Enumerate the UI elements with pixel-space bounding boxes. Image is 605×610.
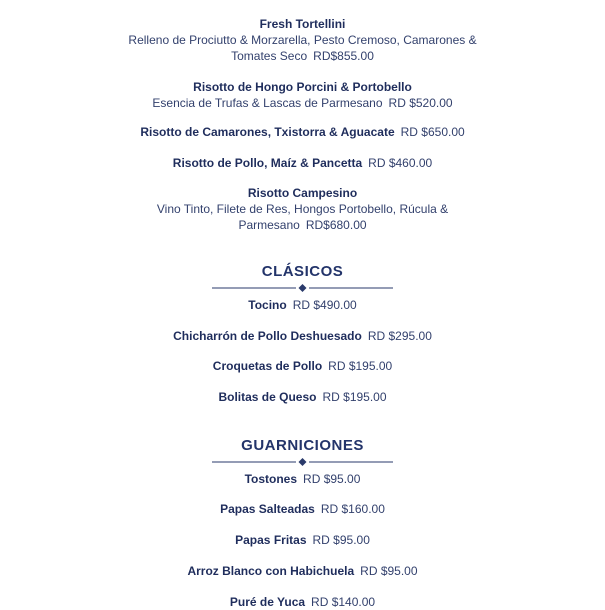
menu-item-risotto-porcini: [100, 79, 505, 111]
menu-item-tostones: [100, 471, 505, 487]
menu-item-risotto-camarones: [100, 124, 505, 140]
item-name: Risotto de Pollo, Maíz & Pancetta: [172, 156, 363, 170]
item-price: RD $195.00: [328, 359, 393, 373]
item-name: Fresh Tortellini: [259, 17, 346, 31]
item-name: Risotto de Hongo Porcini & Portobello: [193, 80, 412, 94]
item-price: RD$680.00: [305, 218, 367, 232]
item-name: Arroz Blanco con Habichuela: [187, 564, 355, 578]
item-price: RD $490.00: [292, 298, 357, 312]
item-price: RD $95.00: [312, 533, 370, 547]
menu-item-papas-fritas: [100, 532, 505, 548]
item-name: Papas Fritas: [235, 533, 307, 547]
diamond-ornament-icon: [212, 457, 393, 467]
menu-item-risotto-campesino: [100, 185, 505, 233]
item-price: RD $295.00: [367, 329, 432, 343]
item-name: Croquetas de Pollo: [212, 359, 323, 373]
item-description: Vino Tinto, Filete de Res, Hongos Portobello, Rúcula &: [156, 202, 449, 216]
menu-item-fresh-tortellini: [100, 16, 505, 64]
item-price: RD $195.00: [322, 390, 387, 404]
menu-item-chicharron: [100, 328, 505, 344]
menu-item-risotto-pollo: [100, 155, 505, 171]
menu-item-papas-salteadas: [100, 501, 505, 517]
item-description-cont: Parmesano: [238, 218, 300, 232]
menu-item-arroz-blanco: [100, 563, 505, 579]
section-title-clasicos: CLÁSICOS: [261, 263, 344, 280]
item-price: RD $95.00: [303, 472, 361, 486]
item-price: RD $460.00: [368, 156, 433, 170]
item-description: Relleno de Prociutto & Morzarella, Pesto Cremoso, Camarones &: [128, 33, 477, 47]
item-name: Puré de Yuca: [229, 595, 306, 609]
item-name: Tostones: [244, 472, 298, 486]
item-description: Esencia de Trufas & Lascas de Parmesano: [152, 96, 383, 110]
item-name: Chicharrón de Pollo Deshuesado: [173, 329, 362, 343]
item-price: RD $140.00: [311, 595, 376, 609]
item-description-cont: Tomates Seco: [231, 49, 308, 63]
item-price: RD $520.00: [388, 96, 453, 110]
menu-item-pure-yuca: [100, 594, 505, 610]
diamond-ornament-icon: [212, 283, 393, 293]
item-price: RD $95.00: [360, 564, 418, 578]
menu-item-tocino: [100, 297, 505, 313]
section-divider: [212, 283, 393, 293]
menu-item-bolitas-queso: [100, 389, 505, 405]
menu-item-croquetas: [100, 358, 505, 374]
item-name: Papas Salteadas: [220, 502, 315, 516]
section-title-guarniciones: GUARNICIONES: [241, 437, 364, 454]
item-name: Risotto de Camarones, Txistorra & Aguacate: [140, 125, 395, 139]
item-name: Risotto Campesino: [247, 186, 358, 200]
item-price: RD $650.00: [400, 125, 465, 139]
item-name: Bolitas de Queso: [218, 390, 317, 404]
item-price: RD$855.00: [313, 49, 374, 63]
item-price: RD $160.00: [320, 502, 385, 516]
item-name: Tocino: [248, 298, 287, 312]
section-divider: [212, 457, 393, 467]
